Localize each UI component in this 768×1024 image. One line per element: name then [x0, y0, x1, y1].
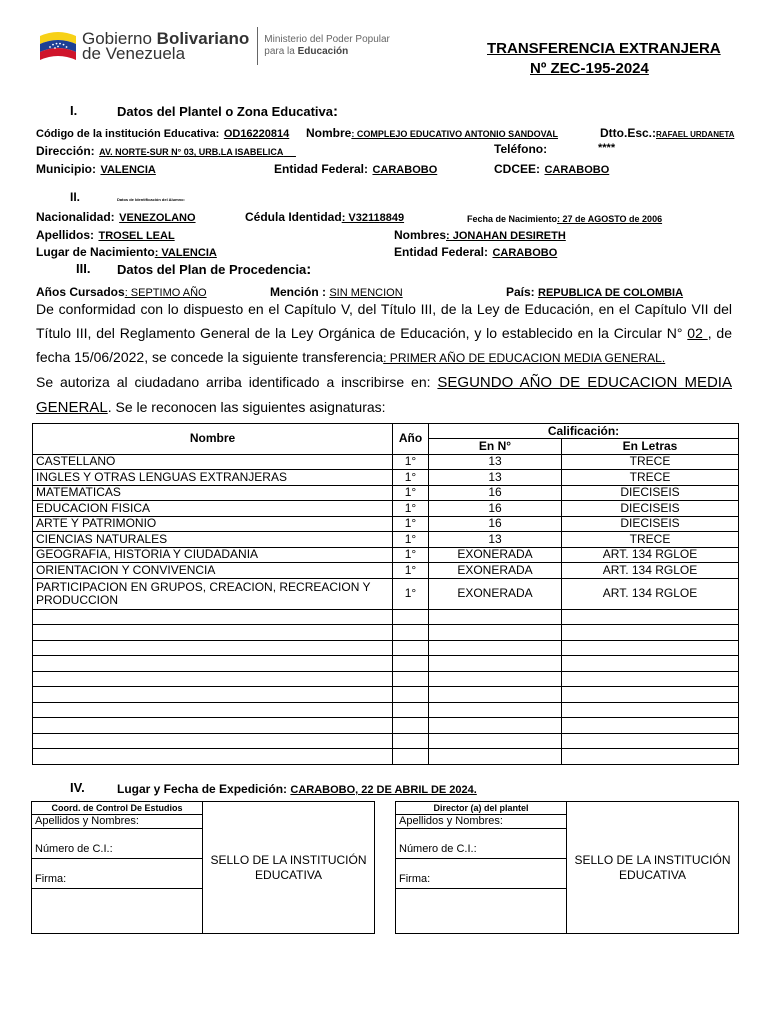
address-value: AV. NORTE-SUR N° 03, URB.LA ISABELICA [99, 147, 284, 157]
table-row: CASTELLANO 1° 13 TRECE [33, 454, 739, 470]
director-ci-label: Número de C.I.: [396, 829, 567, 859]
section3-title: Datos del Plan de Procedencia: [117, 261, 312, 278]
col-header-name: Nombre [33, 424, 393, 455]
director-signature-space [396, 889, 567, 934]
institution-name: : COMPLEJO EDUCATIVO ANTONIO SANDOVAL [351, 129, 559, 139]
district-row: Dtto.Esc.:RAFAEL URDANETA [600, 126, 735, 140]
birthdate-value: : 27 de AGOSTO de 2006 [557, 214, 663, 224]
table-row: GEOGRAFIA, HISTORIA Y CIUDADANIA 1° EXONERADA ART. 134 RGLOE [33, 547, 739, 563]
document-number: Nº ZEC-195-2024 [530, 60, 649, 77]
nombres-value: : JONAHAN DESIRETH [446, 230, 566, 242]
empty-row [33, 656, 739, 672]
col-header-year: Año [393, 424, 429, 455]
director-title: Director (a) del plantel [396, 802, 567, 815]
anos-cursados-row: Años Cursados: SEPTIMO AÑO [36, 285, 207, 299]
coordinator-title: Coord. de Control De Estudios [32, 802, 203, 815]
institution-name-row: Nombre: COMPLEJO EDUCATIVO ANTONIO SANDOVAL [306, 126, 559, 140]
address-row: Dirección: AV. NORTE-SUR N° 03, URB.LA ISABELICA [36, 144, 284, 158]
empty-row [33, 718, 739, 734]
venezuela-flag-icon [38, 26, 78, 66]
section3-roman: III. [76, 261, 91, 276]
nombres-row: Nombres: JONAHAN DESIRETH [394, 228, 566, 242]
signature-box-coordinator [31, 801, 375, 934]
empty-row [33, 702, 739, 718]
empty-row [33, 687, 739, 703]
empty-row [33, 609, 739, 625]
grades-table [32, 423, 739, 765]
circular-number: 02 [687, 325, 708, 341]
nacionalidad-value: VENEZOLANO [119, 212, 196, 224]
table-row: ARTE Y PATRIMONIO 1° 16 DIECISEIS [33, 516, 739, 532]
logo-divider [257, 27, 258, 65]
government-logo [38, 20, 402, 72]
municipio-value: VALENCIA [100, 164, 156, 176]
director-names-label: Apellidos y Nombres: [396, 815, 567, 829]
col-header-num: En N° [429, 439, 562, 455]
entidad2-value: CARABOBO [492, 247, 558, 259]
mencion-row: Mención : SIN MENCION [270, 285, 403, 299]
section1-title: Datos del Plantel o Zona Educativa: [117, 103, 338, 120]
nacionalidad-row: Nacionalidad: VENEZOLANO [36, 210, 196, 224]
coordinator-signature-space [32, 889, 203, 934]
entidad1-value: CARABOBO [372, 164, 438, 176]
section4-roman: IV. [70, 780, 85, 795]
coordinator-firma-label: Firma: [32, 859, 203, 889]
institution-code: OD16220814 [223, 128, 290, 140]
mencion-value: SIN MENCION [329, 287, 403, 299]
section2-title: Datos de Identificación del Alumno: [117, 197, 185, 202]
apellidos-row: Apellidos: TROSEL LEAL [36, 228, 175, 242]
signature-box-director [395, 801, 739, 934]
government-name: Gobierno Bolivariano de Venezuela [82, 29, 250, 63]
issue-place-date: CARABOBO, 22 DE ABRIL DE 2024. [290, 784, 477, 796]
pais-row: País: REPUBLICA DE COLOMBIA [506, 285, 684, 299]
empty-row [33, 749, 739, 765]
table-row: MATEMATICAS 1° 16 DIECISEIS [33, 485, 739, 501]
section1-roman: I. [70, 103, 78, 118]
cedula-value: : V32118849 [341, 212, 405, 224]
table-row: INGLES Y OTRAS LENGUAS EXTRANJERAS 1° 13 TRECE [33, 470, 739, 486]
empty-row [33, 671, 739, 687]
entidad1-row: Entidad Federal: CARABOBO [274, 162, 438, 176]
district-value: RAFAEL URDANETA [656, 130, 735, 139]
empty-row [33, 733, 739, 749]
seal-area-right: SELLO DE LA INSTITUCIÓN EDUCATIVA [567, 802, 739, 934]
cdcee-value: CARABOBO [544, 164, 610, 176]
table-row: EDUCACION FISICA 1° 16 DIECISEIS [33, 501, 739, 517]
anos-cursados-value: : SEPTIMO AÑO [124, 287, 207, 299]
director-firma-label: Firma: [396, 859, 567, 889]
table-row: CIENCIAS NATURALES 1° 13 TRECE [33, 532, 739, 548]
col-header-letters: En Letras [562, 439, 739, 455]
entidad2-row: Entidad Federal: CARABOBO [394, 245, 558, 259]
coordinator-names-label: Apellidos y Nombres: [32, 815, 203, 829]
municipio-row: Municipio: VALENCIA [36, 162, 156, 176]
transfer-value: : PRIMER AÑO DE EDUCACION MEDIA GENERAL. [383, 351, 666, 365]
birthdate-row: Fecha de Nacimiento: 27 de AGOSTO de 2006 [467, 214, 663, 224]
coordinator-ci-label: Número de C.I.: [32, 829, 203, 859]
empty-row [33, 640, 739, 656]
lugar-nacimiento-row: Lugar de Nacimiento: VALENCIA [36, 245, 217, 259]
pais-value: REPUBLICA DE COLOMBIA [538, 287, 684, 299]
cdcee-row: CDCEE: CARABOBO [494, 162, 610, 176]
document-title: TRANSFERENCIA EXTRANJERA [487, 40, 721, 57]
authorization-paragraph: Se autoriza al ciudadano arriba identificado a inscribirse en: SEGUNDO AÑO DE EDUCACION MEDIA GENERAL. Se le reconocen las siguientes asignaturas: [36, 374, 732, 416]
table-row: ORIENTACION Y CONVIVENCIA 1° EXONERADA ART. 134 RGLOE [33, 563, 739, 579]
ministry-name: Ministerio del Poder Popular para la Educación [264, 34, 390, 57]
institution-code-row: Código de la institución Educativa: OD16220814 [36, 128, 290, 140]
phone-label: Teléfono: [494, 142, 548, 156]
cedula-row: Cédula Identidad: V32118849 [245, 210, 405, 224]
seal-area-left: SELLO DE LA INSTITUCIÓN EDUCATIVA [203, 802, 375, 934]
apellidos-value: TROSEL LEAL [98, 230, 175, 242]
enrollment-grade: SEGUNDO AÑO DE EDUCACION MEDIA GENERAL [36, 374, 732, 416]
legal-paragraph: De conformidad con lo dispuesto en el Capítulo V, del Título III, de la Ley de Educación, en el Capítulo VII del Título III, del Reglamento General de la Ley Orgánica de Educación, y lo establecido en la Circular N° 02 , de fecha 15/06/2022, se concede la siguiente transferencia: PRIMER AÑO DE EDUCACION MEDIA GENERAL. [36, 301, 732, 365]
empty-row [33, 625, 739, 641]
section2-roman: II. [70, 190, 81, 204]
phone-value: **** [598, 142, 616, 154]
issue-place-date-row: Lugar y Fecha de Expedición: CARABOBO, 22 DE ABRIL DE 2024. [117, 782, 477, 796]
lugar-nacimiento-value: : VALENCIA [154, 247, 217, 259]
table-row: PARTICIPACION EN GRUPOS, CREACION, RECREACION Y PRODUCCION 1° EXONERADA ART. 134 RGLOE [33, 578, 739, 609]
col-header-grade: Calificación: [429, 424, 739, 439]
